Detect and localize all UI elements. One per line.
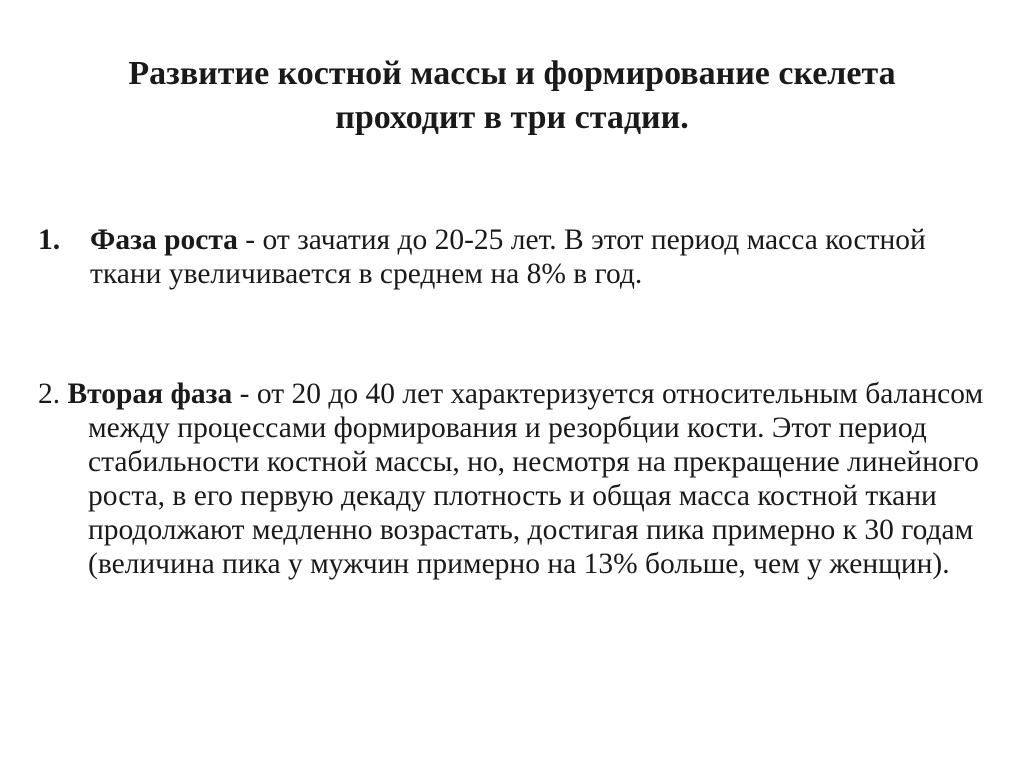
list-item-growth-phase — [38, 223, 988, 291]
slide-title-line-2: проходит в три стадии. — [335, 99, 689, 136]
list-item-second-phase — [38, 377, 1008, 581]
list-item-text: - от зачатия до 20-25 лет. В этот период масса костной ткани увеличивается в среднем на 8% в год. — [90, 224, 926, 290]
list-item-text: - от 20 до 40 лет характеризуется относительным балансом между процессами формирования и резорбции кости. Этот период стабильности костной массы, но, несмотря на прекращение линейного роста, в его первую декаду плотность и общая масса костной ткани продолжают медленно возрастать, достигая пика примерно к 30 годам (величина пика у мужчин примерно на 13% больше, чем у женщин). — [88, 378, 984, 580]
slide-title-line-1: Развитие костной массы и формирование скелета — [128, 55, 896, 92]
list-item-term: Фаза роста — [90, 224, 238, 256]
list-item-number: 1. — [38, 224, 61, 256]
list-item-term: Вторая фаза — [67, 378, 233, 410]
slide-title — [40, 52, 984, 140]
list-item-body — [90, 223, 988, 291]
list-item-body — [38, 377, 1008, 581]
list-item-number: 2. — [38, 378, 68, 410]
